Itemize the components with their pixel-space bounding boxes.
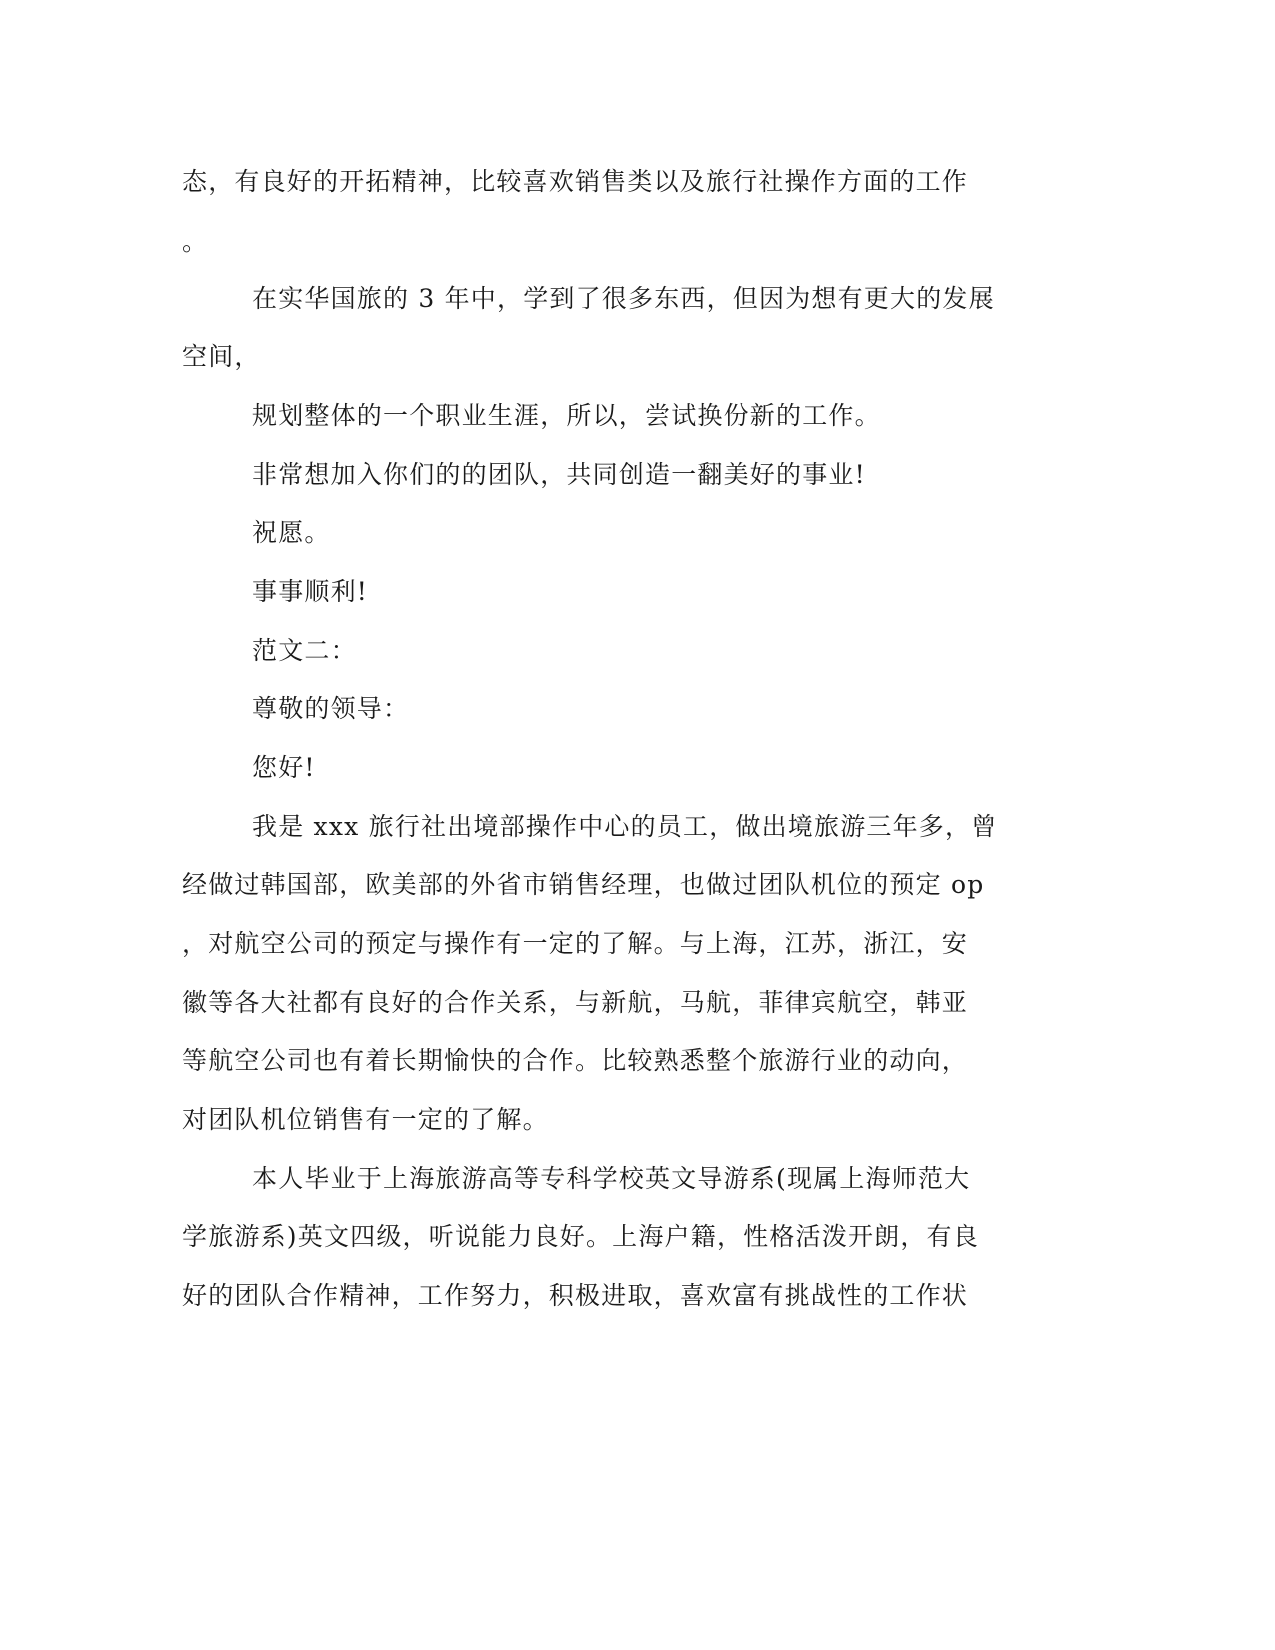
text-line: ，对航空公司的预定与操作有一定的了解。与上海，江苏，浙江，安 [182, 929, 969, 958]
text-line: 尊敬的领导： [252, 694, 410, 723]
text-line: 经做过韩国部，欧美部的外省市销售经理，也做过团队机位的预定 op [182, 870, 985, 899]
text-line: 好的团队合作精神，工作努力，积极进取，喜欢富有挑战性的工作状 [182, 1281, 969, 1310]
text-line: 学旅游系)英文四级，听说能力良好。上海户籍，性格活泼开朗，有良 [182, 1222, 979, 1251]
text-line: 非常想加入你们的的团队，共同创造一翻美好的事业! [252, 460, 866, 489]
text-line: 事事顺利! [252, 577, 369, 606]
text-line: 范文二： [252, 636, 357, 665]
text-line: 本人毕业于上海旅游高等专科学校英文导游系(现属上海师范大 [252, 1164, 971, 1193]
text-line: 规划整体的一个职业生涯，所以，尝试换份新的工作。 [252, 401, 881, 430]
text-line: 对团队机位销售有一定的了解。 [182, 1105, 549, 1134]
text-line: 。 [182, 227, 209, 256]
text-line: 您好! [252, 753, 316, 782]
text-line: 徽等各大社都有良好的合作关系，与新航，马航，菲律宾航空，韩亚 [182, 988, 969, 1017]
text-line: 我是 xxx 旅行社出境部操作中心的员工，做出境旅游三年多，曾 [252, 812, 998, 841]
text-line: 等航空公司也有着长期愉快的合作。比较熟悉整个旅游行业的动向， [182, 1046, 969, 1075]
text-line: 空间， [182, 342, 261, 371]
text-line: 态，有良好的开拓精神，比较喜欢销售类以及旅行社操作方面的工作 [182, 167, 969, 196]
text-line: 在实华国旅的 3 年中，学到了很多东西，但因为想有更大的发展 [252, 284, 995, 313]
text-line: 祝愿。 [252, 518, 331, 547]
